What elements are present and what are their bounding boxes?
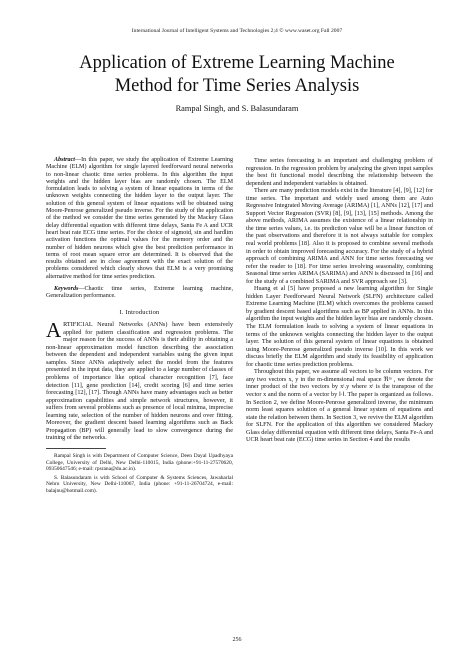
section-heading-introduction: I. Introduction [119, 308, 160, 316]
footnote-author-1: Rampal Singh is with Department of Computer Science, Deen Dayal Upadhyaya College, University of Delhi, New Delhi-110015, India (phone:+91-11-27570620, 09350647546; e-mail: rpsrana@du.ac.in). [46, 452, 233, 473]
keywords-text: —Chaotic time series, Extreme learning machine, Generalization performance. [46, 286, 233, 300]
footnote-divider [46, 448, 106, 449]
abstract-text: —In this paper, we study the application of Extreme Learning Machine (ELM) algorithm for single layered feedforward neural networks to non-linear chaotic time series problems. In this algorithm the input weights and the hidden layer bias are randomly chosen. The ELM formulation leads to solving a system of linear equations in terms of the unknown weights connecting the hidden layer to the output layer. The solution of this general system of linear equations will be obtained using Moore-Penrose generalized pseudo inverse. For the study of the application of the method we consider the time series generated by the Mackey Glass delay differential equation with different time delays, Santa Fe A and UCR heart beat rate ECG time series. For the choice of sigmoid, sin and hardlim activation functions the optimal values for the memory order and the number of hidden neurons which give the best prediction performance in terms of root mean square error are determined. It is observed that the results obtained are in close agreement with the exact solution of the problems considered which clearly shows that ELM is a very promising alternative method for time series prediction. [46, 157, 233, 280]
intro-paragraph [46, 318, 233, 442]
footnotes [46, 453, 233, 495]
running-head: International Journal of Intelligent Systems and Technologies 2;4 © www.waset.org Fall 2007 [131, 28, 343, 34]
title-line-2: Method for Time Series Analysis [114, 76, 360, 96]
intro-paragraph-text: RTIFICIAL Neural Networks (ANNs) have been extensively applied for pattern classification and regression problems. The major reason for the success of ANNs is their ability in obtaining a non-linear approximation model function describing the association between the dependent and independent variables using the given input samples. Since ANNs adaptively select the model from the features presented in the input data, they are applied to a large number of classes of problems of importance like optical character recognition [7], face detection [11], gene prediction [14], credit scoring [6] and time series forecasting [12], [17]. Though ANNs have many advantages such as better approximation capabilities and simple network structures, however, it suffers from several problems such as presence of local minima, imprecise learning rate, selection of the number of hidden neurons and over fitting. Moreover, the gradient descent based learning algorithms such as Back Propagation (BP) will generally lead to slow convergence during the training of the networks. [46, 321, 233, 442]
body-paragraph-2: There are many prediction models exist in the literature [4], [9], [12] for time series. The important and widely used among them are Auto Regressive Integrated Moving Average (ARIMA) [1], ANNs [12], [17] and Support Vector Regression (SVR) [8], [9], [13], [15] methods. Among the above methods, ARIMA assumes the existence of a linear relationship in the time series values, i.e. its prediction value will be a linear function of the past observations and therefore it is not always suitable for complex real world problems [18]. Also it is proposed to combine several methods in order to obtain improved forecasting accuracy. For the study of a hybrid approach of combining ARIMA and ANN for time series forecasting we refer the reader to [18]. For time series involving seasonality, combining Seasonal time series ARIMA (SARIMA) and ANN is discussed in [16] and for the study of a combined SARIMA and SVR approach see [3]. [246, 187, 433, 285]
abstract [46, 157, 233, 281]
authors: Rampal Singh, and S. Balasundaram [175, 104, 299, 113]
footnote-author-2: S. Balasundaram is with School of Computer & Systems Sciences, Jawaharlal Nehru University, New Delhi-110067, India (phone: +91-11-26704724, e-mail: balajnu@hotmail.com). [46, 474, 233, 494]
page-number: 256 [232, 637, 242, 643]
keywords-label: Keywords [54, 286, 79, 293]
left-column [46, 157, 233, 497]
body-paragraph-4: Throughout this paper, we assume all vectors to be column vectors. For any two vectors x, y in the m-dimensional real space ℜᵐ , we denote the inner product of the two vectors by xᵗ.y where xᵗ is the transpose of the vector x and the norm of a vector by ‖·‖. The paper is organized as follows. In Section 2, we define Moore-Penrose generalized inverse, the minimum norm least squares solution of a general linear system of equations and state the relation between them. In Section 3, we revive the ELM algorithm for SLFN. For the application of this algorithm we considered Mackey Glass delay differential equation with different time delays, Santa Fe-A and UCR heart beat rate (ECG) time series in Section 4 and the results [246, 368, 433, 444]
body-paragraph-1: Time series forecasting is an important and challenging problem of regression. In the regression problem by analyzing the given input samples the best fit functional model describing the relationship between the dependent and independent variables is obtained. [246, 157, 433, 187]
title-line-1: Application of Extreme Learning Machine [79, 53, 395, 73]
keywords [46, 286, 233, 301]
body-paragraph-3: Huang et al [5] have proposed a new learning algorithm for Single hidden Layer Feedforward Neural Network (SLFN) architecture called Extreme Learning Machine (ELM) which overcomes the problems caused by gradient descent based algorithms such as BP applied in ANNs. In this algorithm the input weights and the hidden layer bias are randomly chosen. The ELM formulation leads to solving a system of linear equations in terms of the unknown weights connecting the hidden layer to the output layer. The solution of this general system of linear equations is obtained using Moore-Penrose generalized pseudo inverse [10]. In this work we discuss briefly the ELM algorithm and study its feasibility of application for chaotic time series prediction problems. [246, 285, 433, 368]
drop-cap: A [46, 318, 62, 343]
right-column [246, 157, 433, 444]
abstract-label: Abstract [54, 157, 75, 163]
paper-title [40, 52, 434, 98]
